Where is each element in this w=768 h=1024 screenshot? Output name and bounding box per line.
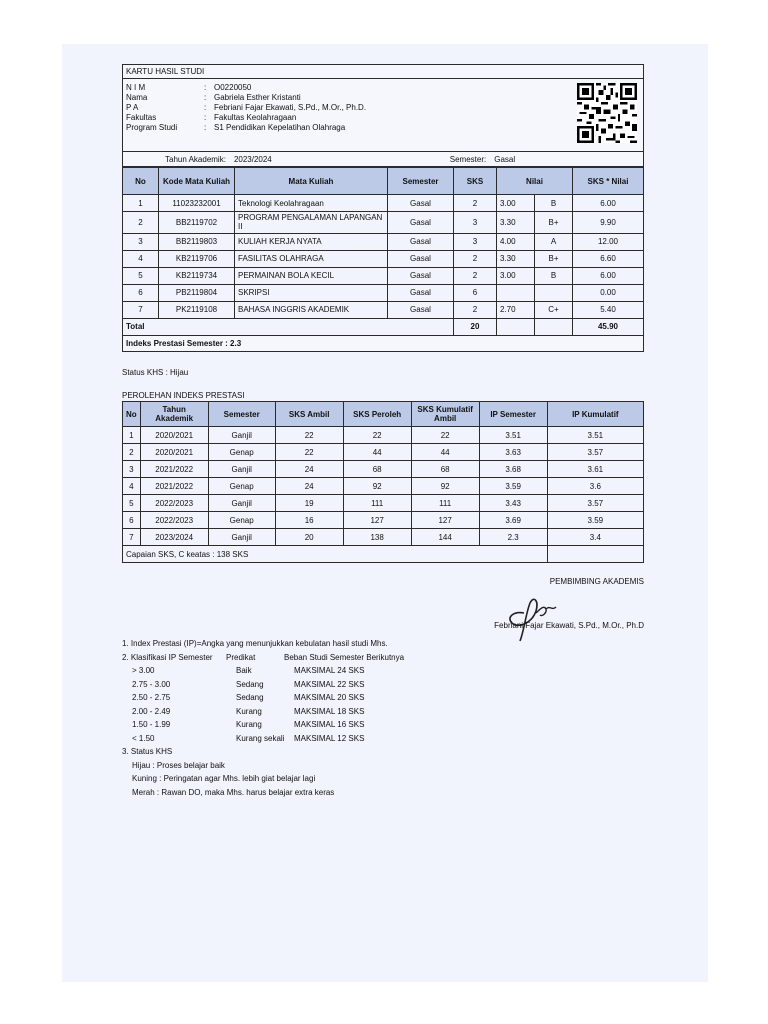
course-sks: 2: [454, 195, 497, 212]
course-nilai-angka: 3.00: [497, 195, 535, 212]
sks-kumulatif-ambil: 111: [411, 495, 479, 512]
course-nilai-angka: 4.00: [497, 233, 535, 250]
sks-ambil: 20: [275, 529, 343, 546]
course-sks: 3: [454, 212, 497, 233]
info-label: Program Studi: [126, 122, 178, 132]
status-list: [122, 759, 644, 800]
signature-title: PEMBIMBING AKADEMIS: [549, 577, 644, 587]
qr-code-icon: [577, 83, 637, 143]
grade-row: [123, 195, 644, 212]
course-name: SKRIPSI: [235, 284, 388, 301]
course-name: KULIAH KERJA NYATA: [235, 233, 388, 250]
handwritten-signature: [484, 583, 574, 643]
grade-row: [123, 212, 644, 233]
semester-label: Semester:: [449, 154, 487, 164]
sks-peroleh: 92: [343, 478, 411, 495]
sks-ambil: 24: [275, 478, 343, 495]
row-no: 2: [123, 444, 141, 461]
ip-range: > 3.00: [132, 666, 155, 676]
ip-semester: 3.43: [479, 495, 547, 512]
course-sks: 2: [454, 267, 497, 284]
ip-kumulatif: 3.59: [547, 512, 643, 529]
info-value: Gabriela Esther Kristanti: [214, 92, 301, 102]
info-value: S1 Pendidikan Kepelatihan Olahraga: [214, 122, 346, 132]
signature-block: [122, 577, 644, 637]
note-2-predikat: Predikat: [226, 652, 256, 662]
col-header: Nilai: [497, 168, 573, 195]
row-no: 5: [123, 267, 159, 284]
course-code: BB2119803: [159, 233, 235, 250]
row-no: 5: [123, 495, 141, 512]
khs-card: [122, 64, 644, 167]
status-item: Kuning : Peringatan agar Mhs. lebih giat belajar lagi: [132, 774, 316, 784]
semester: Ganjil: [208, 529, 275, 546]
info-value: Fakultas Keolahragaan: [214, 112, 297, 122]
course-sks: 2: [454, 250, 497, 267]
academic-period: [123, 151, 643, 166]
sks-kumulatif-ambil: 127: [411, 512, 479, 529]
beban-studi: MAKSIMAL 24 SKS: [294, 666, 365, 676]
ip-range: 1.50 - 1.99: [132, 720, 171, 730]
course-nilai-huruf: [535, 284, 573, 301]
row-no: 1: [123, 427, 141, 444]
predikat: Kurang: [236, 706, 262, 716]
ips-line: Indeks Prestasi Semester : 2.3: [122, 336, 644, 352]
col-header: SKS: [454, 168, 497, 195]
grade-row: [123, 267, 644, 284]
col-header: Mata Kuliah: [235, 168, 388, 195]
ip-range: 2.75 - 3.00: [132, 679, 171, 689]
sks-ambil: 16: [275, 512, 343, 529]
semester: Genap: [208, 478, 275, 495]
col-header: Tahun Akademik: [140, 402, 208, 427]
course-semester: Gasal: [388, 212, 454, 233]
predikat: Kurang: [236, 720, 262, 730]
ip-semester: 3.63: [479, 444, 547, 461]
ip-range: < 1.50: [132, 733, 155, 743]
status-item: Hijau : Proses belajar baik: [132, 760, 225, 770]
tahun-akademik: 2020/2021: [140, 444, 208, 461]
sks-kumulatif-ambil: 92: [411, 478, 479, 495]
course-nilai-huruf: B: [535, 267, 573, 284]
ip-kumulatif: 3.57: [547, 444, 643, 461]
tahun-akademik: 2022/2023: [140, 512, 208, 529]
status-item: Merah : Rawan DO, maka Mhs. harus belajar extra keras: [132, 787, 335, 797]
course-nilai-huruf: B+: [535, 212, 573, 233]
paper-sheet: [62, 44, 708, 982]
course-semester: Gasal: [388, 284, 454, 301]
col-header: SKS * Nilai: [573, 168, 644, 195]
sks-ambil: 19: [275, 495, 343, 512]
tahun-akademik: 2020/2021: [140, 427, 208, 444]
tahun-value: 2023/2024: [233, 154, 272, 164]
grades-header: [123, 168, 644, 195]
sks-ambil: 22: [275, 427, 343, 444]
sks-ambil: 24: [275, 461, 343, 478]
status-khs: Status KHS : Hijau: [122, 367, 189, 377]
sks-peroleh: 111: [343, 495, 411, 512]
course-sks: 6: [454, 284, 497, 301]
course-code: PB2119804: [159, 284, 235, 301]
student-info: [123, 79, 643, 151]
sks-ambil: 22: [275, 444, 343, 461]
klasifikasi-row: [122, 732, 644, 746]
course-code: PK2119108: [159, 301, 235, 318]
sks-kumulatif-ambil: 22: [411, 427, 479, 444]
klasifikasi-row: [122, 678, 644, 692]
total-sks-nilai: 45.90: [573, 318, 644, 335]
course-nilai-angka: [497, 284, 535, 301]
col-header: Semester: [388, 168, 454, 195]
row-no: 6: [123, 284, 159, 301]
sks-peroleh: 44: [343, 444, 411, 461]
note-2-beban: Beban Studi Semester Berikutnya: [284, 652, 405, 662]
course-code: KB2119706: [159, 250, 235, 267]
info-row-fakultas: Fakultas : Fakultas Keolahragaan: [126, 112, 297, 122]
semester: Ganjil: [208, 495, 275, 512]
row-no: 4: [123, 478, 141, 495]
course-sks-nilai: 9.90: [573, 212, 644, 233]
course-sks-nilai: 0.00: [573, 284, 644, 301]
klasifikasi-row: [122, 705, 644, 719]
ip-semester: 3.51: [479, 427, 547, 444]
klasifikasi-row: [122, 718, 644, 732]
beban-studi: MAKSIMAL 16 SKS: [294, 720, 365, 730]
ip-semester: 2.3: [479, 529, 547, 546]
total-row: [123, 318, 644, 335]
sks-kumulatif-ambil: 144: [411, 529, 479, 546]
row-no: 3: [123, 461, 141, 478]
sks-peroleh: 22: [343, 427, 411, 444]
total-label: Total: [123, 318, 454, 335]
beban-studi: MAKSIMAL 20 SKS: [294, 693, 365, 703]
beban-studi: MAKSIMAL 22 SKS: [294, 679, 365, 689]
note-3: 3. Status KHS: [122, 747, 173, 757]
predikat: Sedang: [236, 679, 264, 689]
course-name: PROGRAM PENGALAMAN LAPANGAN II: [235, 212, 388, 233]
course-nilai-angka: 2.70: [497, 301, 535, 318]
semester-value: Gasal: [494, 154, 516, 164]
course-nilai-huruf: B+: [535, 250, 573, 267]
ip-kumulatif: 3.61: [547, 461, 643, 478]
tahun-label: Tahun Akademik:: [165, 154, 226, 164]
ip-kumulatif: 3.51: [547, 427, 643, 444]
info-label: Fakultas: [126, 112, 157, 122]
total-sks: 20: [454, 318, 497, 335]
klasifikasi-row: [122, 664, 644, 678]
note-1: 1. Index Prestasi (IP)=Angka yang menunjukkan kebulatan hasil studi Mhs.: [122, 639, 388, 649]
row-no: 1: [123, 195, 159, 212]
tahun-akademik: 2023/2024: [140, 529, 208, 546]
tahun-akademik: 2021/2022: [140, 478, 208, 495]
course-sks: 2: [454, 301, 497, 318]
col-header: IP Semester: [479, 402, 547, 427]
course-semester: Gasal: [388, 233, 454, 250]
col-header: SKS Peroleh: [343, 402, 411, 427]
course-name: PERMAINAN BOLA KECIL: [235, 267, 388, 284]
course-semester: Gasal: [388, 267, 454, 284]
ip-semester: 3.59: [479, 478, 547, 495]
perolehan-row: [123, 461, 644, 478]
grades-table: [122, 167, 644, 335]
course-semester: Gasal: [388, 195, 454, 212]
course-nilai-huruf: C+: [535, 301, 573, 318]
note-2-title: 2. Klasifikasi IP Semester: [122, 652, 213, 662]
col-header: IP Kumulatif: [547, 402, 643, 427]
ip-range: 2.00 - 2.49: [132, 706, 171, 716]
signature-name: Febriani Fajar Ekawati, S.Pd., M.Or., Ph.D: [494, 621, 644, 631]
col-header: SKS Kumulatif Ambil: [411, 402, 479, 427]
sks-peroleh: 138: [343, 529, 411, 546]
semester: Ganjil: [208, 461, 275, 478]
klasifikasi-row: [122, 691, 644, 705]
semester: Genap: [208, 444, 275, 461]
course-sks: 3: [454, 233, 497, 250]
ip-kumulatif: 3.4: [547, 529, 643, 546]
predikat: Kurang sekali: [236, 733, 285, 743]
info-row-nim: N I M : O0220050: [126, 82, 252, 92]
course-sks-nilai: 6.00: [573, 267, 644, 284]
course-nilai-angka: 3.00: [497, 267, 535, 284]
col-header: No: [123, 402, 141, 427]
predikat: Sedang: [236, 693, 264, 703]
course-sks-nilai: 5.40: [573, 301, 644, 318]
grade-row: [123, 233, 644, 250]
note-2: [122, 651, 644, 665]
col-header: Semester: [208, 402, 275, 427]
col-header: No: [123, 168, 159, 195]
info-label: N I M: [126, 82, 146, 92]
grade-row: [123, 284, 644, 301]
sks-peroleh: 127: [343, 512, 411, 529]
course-nilai-huruf: B: [535, 195, 573, 212]
course-name: FASILITAS OLAHRAGA: [235, 250, 388, 267]
sks-peroleh: 68: [343, 461, 411, 478]
sks-kumulatif-ambil: 44: [411, 444, 479, 461]
info-row-nama: Nama : Gabriela Esther Kristanti: [126, 92, 301, 102]
predikat: Baik: [236, 666, 252, 676]
grade-row: [123, 301, 644, 318]
capaian-row: [123, 546, 644, 563]
info-row-pa: P A : Febriani Fajar Ekawati, S.Pd., M.Or., Ph.D.: [126, 102, 367, 112]
grade-row: [123, 250, 644, 267]
beban-studi: MAKSIMAL 12 SKS: [294, 733, 365, 743]
sks-kumulatif-ambil: 68: [411, 461, 479, 478]
semester: Ganjil: [208, 427, 275, 444]
perolehan-row: [123, 495, 644, 512]
row-no: 4: [123, 250, 159, 267]
course-nilai-angka: 3.30: [497, 250, 535, 267]
semester: Genap: [208, 512, 275, 529]
info-label: P A: [126, 102, 139, 112]
course-sks-nilai: 12.00: [573, 233, 644, 250]
info-label: Nama: [126, 92, 148, 102]
info-value: Febriani Fajar Ekawati, S.Pd., M.Or., Ph.D.: [214, 102, 367, 112]
document-body: [122, 64, 644, 799]
ip-semester: 3.69: [479, 512, 547, 529]
khs-title: KARTU HASIL STUDI: [123, 65, 643, 79]
course-name: BAHASA INGGRIS AKADEMIK: [235, 301, 388, 318]
course-code: BB2119702: [159, 212, 235, 233]
course-code: KB2119734: [159, 267, 235, 284]
course-sks-nilai: 6.60: [573, 250, 644, 267]
row-no: 7: [123, 529, 141, 546]
perolehan-row: [123, 427, 644, 444]
tahun-akademik: 2022/2023: [140, 495, 208, 512]
course-sks-nilai: 6.00: [573, 195, 644, 212]
perolehan-row: [123, 512, 644, 529]
row-no: 3: [123, 233, 159, 250]
col-header: SKS Ambil: [275, 402, 343, 427]
course-nilai-huruf: A: [535, 233, 573, 250]
course-semester: Gasal: [388, 301, 454, 318]
row-no: 2: [123, 212, 159, 233]
col-header: Kode Mata Kuliah: [159, 168, 235, 195]
info-row-prodi: Program Studi : S1 Pendidikan Kepelatihan Olahraga: [126, 122, 346, 132]
course-code: 11023232001: [159, 195, 235, 212]
row-no: 7: [123, 301, 159, 318]
ip-kumulatif: 3.6: [547, 478, 643, 495]
capaian-text: Capaian SKS, C keatas : 138 SKS: [123, 546, 548, 563]
ip-semester: 3.68: [479, 461, 547, 478]
perolehan-row: [123, 444, 644, 461]
beban-studi: MAKSIMAL 18 SKS: [294, 706, 365, 716]
perolehan-table: [122, 401, 644, 563]
course-nilai-angka: 3.30: [497, 212, 535, 233]
perolehan-header: [123, 402, 644, 427]
course-semester: Gasal: [388, 250, 454, 267]
notes: [122, 637, 644, 799]
ip-kumulatif: 3.57: [547, 495, 643, 512]
perolehan-row: [123, 478, 644, 495]
perolehan-title: PEROLEHAN INDEKS PRESTASI: [122, 390, 245, 400]
info-value: O0220050: [214, 82, 252, 92]
row-no: 6: [123, 512, 141, 529]
course-name: Teknologi Keolahragaan: [235, 195, 388, 212]
ip-range: 2.50 - 2.75: [132, 693, 171, 703]
perolehan-row: [123, 529, 644, 546]
tahun-akademik: 2021/2022: [140, 461, 208, 478]
